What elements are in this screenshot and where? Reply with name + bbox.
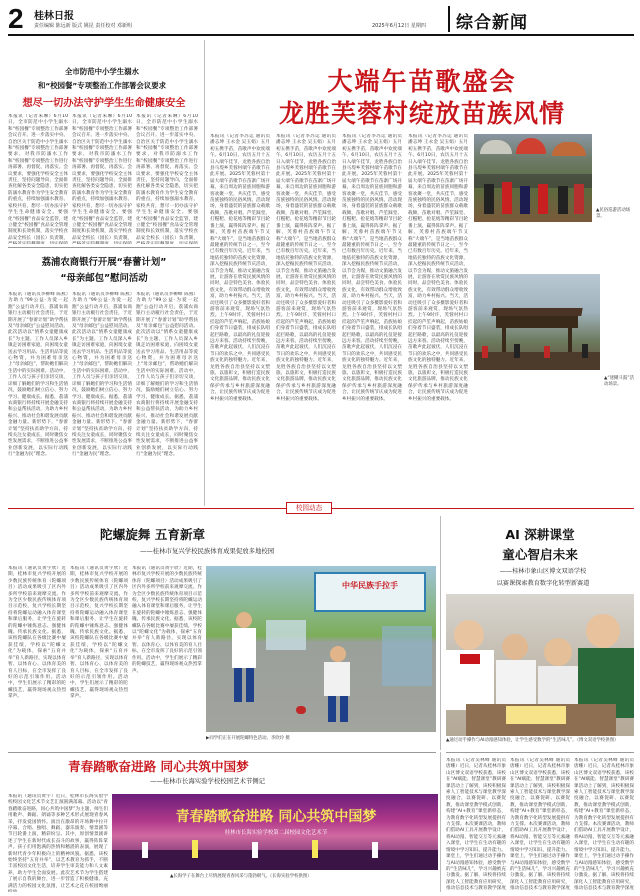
lipu-headline1: 荔浦农商银行开展“春蕾计划” bbox=[41, 257, 167, 268]
youth-body: 本报讯（通讯员黄宇）近日，桂林市长海实验学校校园文化艺术节文艺汇演圆满落幕。活动以“青春踏歌奋进路，同心共筑中国梦”为主题，师生们用歌声、舞蹈、朗诵等多种艺术形式展现青春风采，抒发爱国情怀。演出在激昂的开场舞中拉开序幕，合唱、独唱、舞蹈、器乐演奏、情景剧等节目轮番上演，精彩纷呈。其中，原创情景剧讲述了学生在新时代成长奋斗的故事，赢得阵阵掌声。孩子们用饱满的热情和精湛的表演，展现了新时代青少年积极向上的精神风貌。据悉，该校始终坚持“五育并举”，以艺术教育为抓手，不断丰富校园文化生活，培养学生审美能力和人文素养，助力学生全面发展。此次艺术节为学生搭建了展示自我的舞台，进一步营造了积极健康、充满活力的校园文化氛围，让艺术之花在校园绚丽 bbox=[8, 794, 108, 889]
stage-photo bbox=[112, 794, 438, 870]
classroom-caption: ▲通过动手操作与AI动漫感知体验，让学生感受数学的“生活味儿”。（博文双语学校供图） bbox=[446, 738, 619, 743]
masthead-rule bbox=[8, 34, 634, 36]
stage-banner-text: 青春踏歌奋进路 同心共筑中国梦 bbox=[175, 809, 377, 825]
column-divider bbox=[440, 516, 441, 750]
ai-subhead1: ——桂林市象山区博文双语学校 bbox=[499, 568, 587, 575]
lipu-body-col3: 本报讯（通讯员李柳峰 陈燕）为助力“99公益·为爱一起跑”公益行动开启，荔浦农商银行主动履行社会责任，于近期开展了“春蕾计划”助学帮扶及“母亲邮包”公益慰问活动。此次活动以“情系女童健康成长”为主题，工作人员深入乡镇走访困难家庭，向困境女童送去学习用品、生活用品等爱心物资，并为困难母亲送上“母亲邮包”，帮助她们解决生活中的实际困难。活动中，工作人员与孩子们亲切交谈，详细了解她们的学习和生活情况，鼓励她们树立信心、努力学习、健康成长。据悉，荔浦农商银行将持续开展金融支持和公益帮扶活动，为助力乡村振兴、推动社会和谐发展贡献金融力量。新形势下，“春蕾计划”坚持扶贫助学方向，持续关注女童成长，同时聚焦女性发展需求，不断推进公益事业创新发展，以实际行动践行“金融为民”理念。 bbox=[136, 292, 198, 458]
drowning-kicker2: 和“校园餐”专项整治工作部署会议要求 bbox=[38, 81, 166, 90]
miao-body-col3: 本报讯（记者李苏运 通讯员潘志坤 王永金 吴玉娟）五月初五携手苗，苗歌声中欢度端午。6月10日，农历五月十五日入端午佳节，龙胜各族自治县马堤乡芙蓉村端午苗歌节在此开展。2025年芙蓉村第十届大端午苗歌节在苗寨广场开幕，来自周边的苗族同胞和游客欢聚一堂，共庆佳节，感受苗族独特的民俗风情。活动现场，身着盛装的苗族群众载歌载舞，苗歌对唱、芦笙踩堂、打糍粑、抢花炮等精彩节目轮番上演，赢得阵阵掌声。据了解，芙蓉村苗族端午节又称“大端午”，是当地苗族群众最隆重的传统节日之一，至今已有数百年历史。近年来，当地依托独特的苗族文化资源，深入挖掘民族传统节庆活动，以节会为媒，推动文旅融合发展，让游客在欣赏民族风情的同时，品尝特色美食、体验民族文化，有效带动群众增收致富，助力乡村振兴。当天，活动还吸引了众多摄影爱好者和游客前来观赏，现场气氛热烈。上午9时许，芙蓉村村口挂起的芦笙声响起，苗族姑娘们身着节日盛装，排成长队唱起拦路歌，以最高的礼仪迎接远方来客。活动持续至傍晚，苗歌声此起彼伏，人们沉浸在节日的欢乐之中，共同感受民族文化的独特魅力。近年来，龙胜各族自治县坚持以文塑旅、以旅彰文，积极打造民族文化旅游品牌，推动民族文化保护传承与乡村旅游深度融合，让民族传统节庆成为促进乡村振兴的重要载体。 bbox=[342, 134, 402, 402]
spinning-top-photo bbox=[206, 566, 436, 732]
youth-subhead: ——桂林市长海实验学校校园艺术节侧记 bbox=[150, 777, 266, 785]
spinning-body-col2: 本报讯（通讯员黄宇欣）近期，桂林市复兴学校开展的少数民族传统体育（陀螺项目）活动成果吸引了区内外多所学校前来观摩交流。作为全区少数民族传统体育项目示范校，复兴学校长期坚持将陀螺运动融入体育课堂和课后服务，让学生在旋转的陀螺中锤炼意志、强健体魄、传承民族文化。据悉，该校陀螺队在各级比赛中屡获佳绩，学校以“陀螺文化”为载体，探索“五育并举”育人新路径，实现以体育智、以体育心、以体育美的育人目标，在全市发挥了良好的示范引领作用。活动中，学生们展示了精彩的陀螺技艺，赢得现场观众热烈掌声。 bbox=[70, 566, 128, 700]
drowning-kicker1: 全市防范中小学生溺水 bbox=[65, 67, 139, 76]
drowning-body-col3: 本报讯（记者朱琳）6月10日，全市防范中小学生溺水和“校园餐”专项整治工作部署会议召开。进一步落实中央、自治区关于防范中小学生溺水和“校园餐”专项整治工作部署要求，对我市防溺水工作和“校园餐”专项整治工作进行再部署、再督促、再落实。会议要求，要强化学校安全主体责任，坚持问题导向，全面排查化解各类安全隐患，切实把防溺水教育作为学生安全教育的重点，持续加强溺水教育、家校共育，想尽一切办法守护学生生命健康安全。要强化“校园餐”食品安全监管，建立健全“校园餐”食品安全管理制度和长效机制，落实学校食品安全校长（园长）负责制， bbox=[136, 114, 198, 241]
classroom-photo bbox=[446, 594, 634, 736]
miao-body-col4: 本报讯（记者李苏运 通讯员潘志坤 王永金 吴玉娟）五月初五携手苗，苗歌声中欢度端午。6月10日，农历五月十五日入端午佳节，龙胜各族自治县马堤乡芙蓉村端午苗歌节在此开展。2025年芙蓉村第十届大端午苗歌节在苗寨广场开幕，来自周边的苗族同胞和游客欢聚一堂，共庆佳节，感受苗族独特的民俗风情。活动现场，身着盛装的苗族群众载歌载舞，苗歌对唱、芦笙踩堂、打糍粑、抢花炮等精彩节目轮番上演，赢得阵阵掌声。据了解，芙蓉村苗族端午节又称“大端午”，是当地苗族群众最隆重的传统节日之一，至今已有数百年历史。近年来，当地依托独特的苗族文化资源，深入挖掘民族传统节庆活动，以节会为媒，推动文旅融合发展，让游客在欣赏民族风情的同时，品尝特色美食、体验民族文化，有效带动群众增收致富，助力乡村振兴。当天，活动还吸引了众多摄影爱好者和游客前来观赏，现场气氛热烈。上午9时许，芙蓉村村口挂起的芦笙声响起，苗族姑娘们身着节日盛装，排成长队唱起拦路歌，以最高的礼仪迎接远方来客。活动持续至傍晚，苗歌声此起彼伏，人们沉浸在节日的欢乐之中，共同感受民族文化的独特魅力。近年来，龙胜各族自治县坚持以文塑旅、以旅彰文，积极打造民族文化旅游品牌，推动民族文化保护传承与乡村旅游深度融合，让民族传统节庆成为促进乡村振兴的重要载体。 bbox=[408, 134, 468, 402]
spinning-headline: 陀螺旋舞 五育新章 bbox=[100, 527, 206, 542]
miao-body-col2: 本报讯（记者李苏运 通讯员潘志坤 王永金 吴玉娟）五月初五携手苗，苗歌声中欢度端午。6月10日，农历五月十五日入端午佳节，龙胜各族自治县马堤乡芙蓉村端午苗歌节在此开展。2025年芙蓉村第十届大端午苗歌节在苗寨广场开幕，来自周边的苗族同胞和游客欢聚一堂，共庆佳节，感受苗族独特的民俗风情。活动现场，身着盛装的苗族群众载歌载舞，苗歌对唱、芦笙踩堂、打糍粑、抢花炮等精彩节目轮番上演，赢得阵阵掌声。据了解，芙蓉村苗族端午节又称“大端午”，是当地苗族群众最隆重的传统节日之一，至今已有数百年历史。近年来，当地依托独特的苗族文化资源，深入挖掘民族传统节庆活动，以节会为媒，推动文旅融合发展，让游客在欣赏民族风情的同时，品尝特色美食、体验民族文化，有效带动群众增收致富，助力乡村振兴。当天，活动还吸引了众多摄影爱好者和游客前来观赏，现场气氛热烈。上午9时许，芙蓉村村口挂起的芦笙声响起，苗族姑娘们身着节日盛装，排成长队唱起拦路歌，以最高的礼仪迎接远方来客。活动持续至傍晚，苗歌声此起彼伏，人们沉浸在节日的欢乐之中，共同感受民族文化的独特魅力。近年来，龙胜各族自治县坚持以文塑旅、以旅彰文，积极打造民族文化旅游品牌，推动民族文化保护传承与乡村旅游深度融合，让民族传统节庆成为促进乡村振兴的重要载体。 bbox=[276, 134, 336, 402]
column-divider bbox=[440, 752, 441, 892]
campus-tag: 校园动态 bbox=[286, 502, 332, 514]
lipu-headline2: “母亲邮包”慰问活动 bbox=[60, 273, 148, 284]
ai-body-col3: 本报讯（记者吴林峰 通讯员唐姗）近日，记者从桂林市象山区博文双语学校获悉，该校在“AI赋能、智慧课堂”教研赛课活动上了解到，该校积极探索人工智能技术与课堂教学深度融合，以赛促研、以赛促教，推动课堂教学模式创新，构建“AI+教育”课堂新样态，为教育数字化转型发展提供有力支撑。本次赛课活动，教师们借助AI工具开展教学设计，将AI动漫、智能交互等元素融入课堂，让学生在生动有趣的情境中学习知识、提升能力。课堂上，学生们通过动手操作与AI动漫感知体验，感受数学的“生活味儿”，学习兴趣被充分激发。据了解，该校将持续深化人工智能教育应用研究，推动信息技术与教育教学深度 bbox=[574, 758, 634, 892]
drowning-headline: 想尽一切办法守护学生生命健康安全 bbox=[22, 98, 186, 109]
divider bbox=[446, 752, 634, 753]
ai-headline1: AI 深耕课堂 bbox=[505, 527, 575, 542]
staff-credits: 责任编辑 陈远新 版式 姚昆 责任校对 邓新明 bbox=[34, 23, 132, 29]
stage-caption: ▲长海学子在舞台上尽情展现青春风采与蓬勃朝气。（长海实验学校供图） bbox=[170, 874, 312, 879]
ai-headline2: 童心智启未来 bbox=[502, 547, 578, 562]
stage-sub-text: 桂林市长海实验学校第二届校园文化艺术节 bbox=[224, 830, 328, 836]
page-number: 2 bbox=[8, 3, 24, 34]
divider bbox=[8, 247, 200, 248]
lipu-body: 本报讯（通讯员李柳峰 陈燕）为助力“99公益·为爱一起跑”公益行动开启，荔浦农商银行主动履行社会责任，于近期开展了“春蕾计划”助学帮扶及“母亲邮包”公益慰问活动。此次活动以“情系女童健康成长”为主题，工作人员深入乡镇走访困难家庭，向困境女童送去学习用品、生活用品等爱心物资，并为困难母亲送上“母亲邮包”，帮助她们解决生活中的实际困难。活动中，工作人员与孩子们亲切交谈，详细了解她们的学习和生活情况，鼓励她们树立信心、努力学习、健康成长。据悉，荔浦农商银行将持续开展金融支持和公益帮扶活动，为助力乡村振兴、推动社会和谐发展贡献金融力量。新形势下，“春蕾计划”坚持扶贫助学方向，持续关注女童成长，同时聚焦女性发展需求，不断推进公益事业创新发展，以实际行动践行“金融为民”理念。 bbox=[8, 292, 68, 458]
paper-name: 桂林日报 bbox=[34, 11, 74, 22]
spinning-body: 本报讯（通讯员黄宇欣）近期，桂林市复兴学校开展的少数民族传统体育（陀螺项目）活动成果吸引了区内外多所学校前来观摩交流。作为全区少数民族传统体育项目示范校，复兴学校长期坚持将陀螺运动融入体育课堂和课后服务，让学生在旋转的陀螺中锤炼意志、强健体魄、传承民族文化。据悉，该校陀螺队在各级比赛中屡获佳绩，学校以“陀螺文化”为载体，探索“五育并举”育人新路径，实现以体育智、以体育心、以体育美的育人目标，在全市发挥了良好的示范引领作用。活动中，学生们展示了精彩的陀螺技艺，赢得现场观众热烈掌声。 bbox=[8, 566, 66, 700]
spinning-body-col3: 本报讯（通讯员黄宇欣）近期，桂林市复兴学校开展的少数民族传统体育（陀螺项目）活动成果吸引了区内外多所学校前来观摩交流。作为全区少数民族传统体育项目示范校，复兴学校长期坚持将陀螺运动融入体育课堂和课后服务，让学生在旋转的陀螺中锤炼意志、强健体魄、传承民族文化。据悉，该校陀螺队在各级比赛中屡获佳绩，学校以“陀螺文化”为载体，探索“五育并举”育人新路径，实现以体育智、以体育心、以体育美的育人目标，在全市发挥了良好的示范引领作用。活动中，学生们展示了精彩的陀螺技艺，赢得现场观众热烈掌声。 bbox=[132, 566, 202, 674]
date-line: 2025年6月12日 星期四 bbox=[372, 23, 426, 29]
lipu-body-col2: 本报讯（通讯员李柳峰 陈燕）为助力“99公益·为爱一起跑”公益行动开启，荔浦农商银行主动履行社会责任，于近期开展了“春蕾计划”助学帮扶及“母亲邮包”公益慰问活动。此次活动以“情系女童健康成长”为主题，工作人员深入乡镇走访困难家庭，向困境女童送去学习用品、生活用品等爱心物资，并为困难母亲送上“母亲邮包”，帮助她们解决生活中的实际困难。活动中，工作人员与孩子们亲切交谈，详细了解她们的学习和生活情况，鼓励她们树立信心、努力学习、健康成长。据悉，荔浦农商银行将持续开展金融支持和公益帮扶活动，为助力乡村振兴、推动社会和谐发展贡献金融力量。新形势下，“春蕾计划”坚持扶贫助学方向，持续关注女童成长，同时聚焦女性发展需求，不断推进公益事业创新发展，以实际行动践行“金融为民”理念。 bbox=[72, 292, 132, 458]
youth-headline: 青春踏歌奋进路 同心共筑中国梦 bbox=[68, 759, 249, 774]
ai-body-col2: 本报讯（记者吴林峰 通讯员唐姗）近日，记者从桂林市象山区博文双语学校获悉，该校在“AI赋能、智慧课堂”教研赛课活动上了解到，该校积极探索人工智能技术与课堂教学深度融合，以赛促研、以赛促教，推动课堂教学模式创新，构建“AI+教育”课堂新样态，为教育数字化转型发展提供有力支撑。本次赛课活动，教师们借助AI工具开展教学设计，将AI动漫、智能交互等元素融入课堂，让学生在生动有趣的情境中学习知识、提升能力。课堂上，学生们通过动手操作与AI动漫感知体验，感受数学的“生活味儿”，学习兴趣被充分激发。据了解，该校将持续深化人工智能教育应用研究，推动信息技术与教育教学深度 bbox=[510, 758, 570, 892]
ai-subhead2: 以赛课探索教育数字化转型新赛道 bbox=[496, 580, 590, 587]
spinning-caption: ▶同学们正在开展陀螺特色活动。李欣玲 摄 bbox=[206, 736, 290, 741]
miao-body: 本报讯（记者李苏运 通讯员潘志坤 王永金 吴玉娟）五月初五携手苗，苗歌声中欢度端午。6月10日，农历五月十五日入端午佳节，龙胜各族自治县马堤乡芙蓉村端午苗歌节在此开展。2025年芙蓉村第十届大端午苗歌节在苗寨广场开幕，来自周边的苗族同胞和游客欢聚一堂，共庆佳节，感受苗族独特的民俗风情。活动现场，身着盛装的苗族群众载歌载舞，苗歌对唱、芦笙踩堂、打糍粑、抢花炮等精彩节目轮番上演，赢得阵阵掌声。据了解，芙蓉村苗族端午节又称“大端午”，是当地苗族群众最隆重的传统节日之一，至今已有数百年历史。近年来，当地依托独特的苗族文化资源，深入挖掘民族传统节庆活动，以节会为媒，推动文旅融合发展，让游客在欣赏民族风情的同时，品尝特色美食、体验民族文化，有效带动群众增收致富，助力乡村振兴。当天，活动还吸引了众多摄影爱好者和游客前来观赏，现场气氛热烈。上午9时许，芙蓉村村口挂起的芦笙声响起，苗族姑娘们身着节日盛装，排成长队唱起拦路歌，以最高的礼仪迎接远方来客。活动持续至傍晚，苗歌声此起彼伏，人们沉浸在节日的欢乐之中，共同感受民族文化的独特魅力。近年来，龙胜各族自治县坚持以文塑旅、以旅彰文，积极打造民族文化旅游品牌，推动民族文化保护传承与乡村旅游深度融合，让民族传统节庆成为促进乡村振兴的重要载体。 bbox=[210, 134, 270, 402]
ai-body: 本报讯（记者吴林峰 通讯员唐姗）近日，记者从桂林市象山区博文双语学校获悉，该校在“AI赋能、智慧课堂”教研赛课活动上了解到，该校积极探索人工智能技术与课堂教学深度融合，以赛促研、以赛促教，推动课堂教学模式创新，构建“AI+教育”课堂新样态，为教育数字化转型发展提供有力支撑。本次赛课活动，教师们借助AI工具开展教学设计，将AI动漫、智能交互等元素融入课堂，让学生在生动有趣的情境中学习知识、提升能力。课堂上，学生们通过动手操作与AI动漫感知体验，感受数学的“生活味儿”，学习兴趣被充分激发。据了解，该校将持续深化人工智能教育应用研究，推动信息技术与教育教学深度 bbox=[446, 758, 506, 892]
parade-photo bbox=[474, 134, 592, 222]
drum-caption: ▲“迷糊斗鼓”活动场景。 bbox=[604, 376, 634, 387]
parade-caption: ▲民俗巡游活动场景。 bbox=[596, 208, 631, 219]
drum-festival-photo bbox=[474, 274, 600, 370]
drowning-body: 本报讯（记者朱琳）6月10日，全市防范中小学生溺水和“校园餐”专项整治工作部署会议召开。进一步落实中央、自治区关于防范中小学生溺水和“校园餐”专项整治工作部署要求，对我市防溺水工作和“校园餐”专项整治工作进行再部署、再督促、再落实。会议要求，要强化学校安全主体责任，坚持问题导向，全面排查化解各类安全隐患，切实把防溺水教育作为学生安全教育的重点，持续加强溺水教育、家校共育，想尽一切办法守护学生生命健康安全。要强化“校园餐”食品安全监管，建立健全“校园餐”食品安全管理制度和长效机制，落实学校食品安全校长（园长）负责制， bbox=[8, 114, 68, 241]
photo-banner-text: 中华民族手拉手 bbox=[342, 581, 398, 590]
column-divider bbox=[204, 40, 205, 506]
miao-headline1: 大端午苗歌盛会 bbox=[327, 67, 517, 96]
divider bbox=[8, 752, 436, 753]
spinning-subhead: ——桂林市复兴学校民族体育成果促放多地校园 bbox=[140, 547, 275, 555]
section-title: 综合新闻 bbox=[456, 13, 528, 33]
masthead-divider bbox=[448, 6, 450, 32]
drowning-body-col2: 本报讯（记者朱琳）6月10日，全市防范中小学生溺水和“校园餐”专项整治工作部署会议召开。进一步落实中央、自治区关于防范中小学生溺水和“校园餐”专项整治工作部署要求，对我市防溺水工作和“校园餐”专项整治工作进行再部署、再督促、再落实。会议要求，要强化学校安全主体责任，坚持问题导向，全面排查化解各类安全隐患，切实把防溺水教育作为学生安全教育的重点，持续加强溺水教育、家校共育，想尽一切办法守护学生生命健康安全。要强化“校园餐”食品安全监管，建立健全“校园餐”食品安全管理制度和长效机制，落实学校食品安全校长（园长）负责制， bbox=[72, 114, 132, 241]
miao-headline2: 龙胜芙蓉村绽放苗族风情 bbox=[278, 99, 565, 128]
